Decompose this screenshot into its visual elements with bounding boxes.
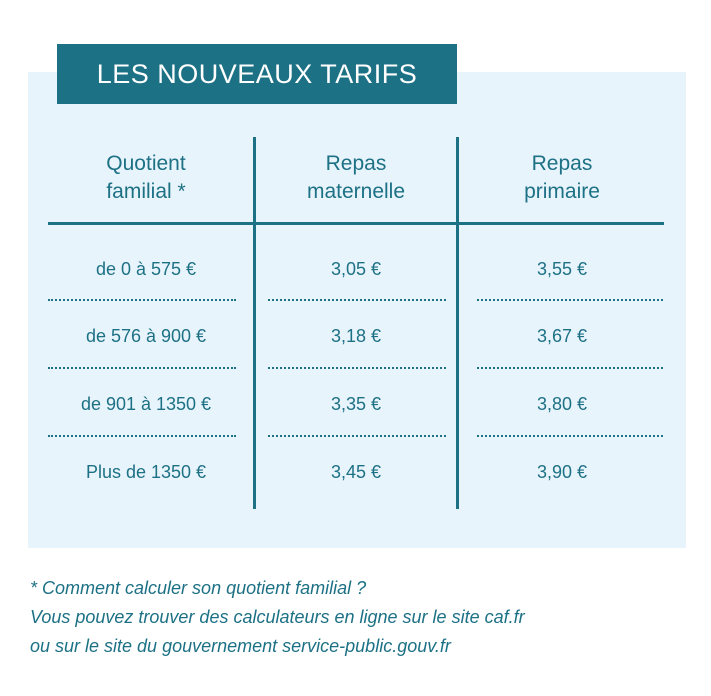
row4-maternelle: 3,45 €	[330, 462, 382, 482]
row3-quotient: de 901 à 1350 €	[80, 394, 212, 414]
row-separator	[268, 367, 446, 369]
row4-quotient: Plus de 1350 €	[85, 462, 207, 482]
header-maternelle-line1: Repas	[325, 152, 387, 175]
header-maternelle	[258, 150, 454, 206]
header-divider	[48, 222, 664, 225]
header-quotient	[48, 150, 244, 206]
footnote-line2: Vous pouvez trouver des calculateurs en ligne sur le site caf.fr	[30, 607, 525, 627]
footnote	[30, 574, 690, 661]
row-separator	[477, 435, 663, 437]
row4-primaire: 3,90 €	[536, 462, 588, 482]
row-separator	[48, 435, 236, 437]
row1-primaire: 3,55 €	[536, 259, 588, 279]
header-quotient-line1: Quotient	[106, 152, 186, 175]
footnote-line3: ou sur le site du gouvernement service-public.gouv.fr	[30, 636, 451, 656]
row-separator	[477, 367, 663, 369]
row-separator	[48, 367, 236, 369]
header-quotient-line2: familial *	[106, 180, 186, 203]
header-primaire-line1: Repas	[531, 152, 593, 175]
page-title: LES NOUVEAUX TARIFS	[57, 44, 457, 104]
footnote-line1: * Comment calculer son quotient familial ?	[30, 578, 367, 598]
row2-quotient: de 576 à 900 €	[85, 326, 207, 346]
row-separator	[477, 299, 663, 301]
row1-quotient: de 0 à 575 €	[95, 259, 197, 279]
header-maternelle-line2: maternelle	[306, 180, 406, 203]
row2-maternelle: 3,18 €	[330, 326, 382, 346]
header-primaire-line2: primaire	[524, 180, 600, 203]
row3-maternelle: 3,35 €	[330, 394, 382, 414]
header-primaire	[462, 150, 662, 206]
row-separator	[268, 435, 446, 437]
row2-primaire: 3,67 €	[536, 326, 588, 346]
row-separator	[48, 299, 236, 301]
column-divider-1	[253, 137, 256, 509]
row-separator	[268, 299, 446, 301]
row1-maternelle: 3,05 €	[330, 259, 382, 279]
row3-primaire: 3,80 €	[536, 394, 588, 414]
column-divider-2	[456, 137, 459, 509]
